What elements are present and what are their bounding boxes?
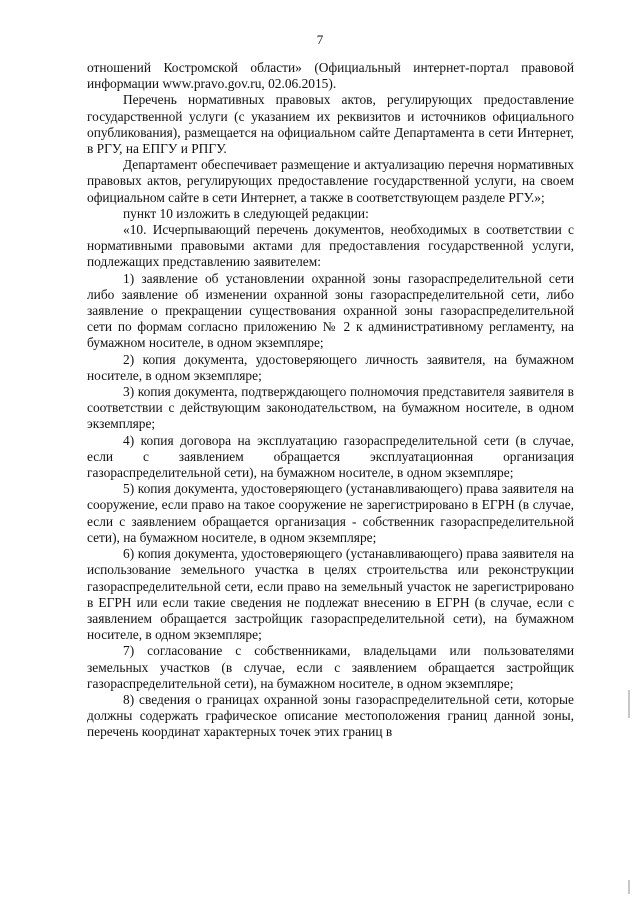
- document-body: [87, 60, 574, 741]
- paragraph-normative-list: Перечень нормативных правовых актов, регулирующих предоставление государственной услуги (с указанием их реквизитов и источников официального опубликования), размещается на официальном сайте Департамента в сети Интернет, в РГУ, на ЕПГУ и РПГУ.: [87, 92, 574, 157]
- list-item-3: 3) копия документа, подтверждающего полномочия представителя заявителя в соответствии с действующим законодательством, на бумажном носителе, в одном экземпляре;: [87, 384, 574, 432]
- page-number: 7: [316, 32, 324, 47]
- paragraph-item-10: «10. Исчерпывающий перечень документов, необходимых в соответствии с нормативными правовыми актами для предоставления государственной услуги, подлежащих представлению заявителем:: [87, 222, 574, 270]
- list-item-7: 7) согласование с собственниками, владельцами или пользователями земельных участков (в случае, если с заявлением обращается застройщик газораспределительной сети), на бумажном носителе, в одном экземпляре;: [87, 643, 574, 691]
- scan-margin-mark: [628, 690, 630, 718]
- list-item-4: 4) копия договора на эксплуатацию газораспределительной сети (в случае, если с заявлением обращается эксплуатационная организация газораспределительной сети), на бумажном носителе, в одном экземпляре;: [87, 432, 574, 481]
- scan-margin-mark: [628, 880, 630, 894]
- list-item-2: 2) копия документа, удостоверяющего личность заявителя, на бумажном носителе, в одном экземпляре;: [87, 351, 574, 383]
- list-item-6: 6) копия документа, удостоверяющего (устанавливающего) права заявителя на использование земельного участка в целях строительства или реконструкции газораспределительной сети, если право на земельный участок не зарегистрировано в ЕГРН или если такие сведения не подлежат внесению в ЕГРН (в случае, если с заявлением обращается застройщик газораспределительной сети), на бумажном носителе, в одном экземпляре;: [87, 546, 574, 643]
- list-item-8: 8) сведения о границах охранной зоны газораспределительной сети, которые должны содержать графическое описание местоположения границ данной зоны, перечень координат характерных точек этих границ в: [87, 691, 574, 740]
- paragraph-department-duty: Департамент обеспечивает размещение и актуализацию перечня нормативных правовых актов, регулирующих предоставление государственной услуги, на своем официальном сайте в сети Интернет, а также в соответствующем разделе РГУ.»;: [87, 157, 574, 205]
- list-item-1: 1) заявление об установлении охранной зоны газораспределительной сети либо заявление об изменении охранной зоны газораспределительной сети, либо заявление о прекращении существования охранной зоны газораспределительной сети по формам согласно приложению № 2 к административному регламенту, на бумажном носителе, в одном экземпляре;: [87, 270, 574, 351]
- paragraph-amendment-intro: пункт 10 изложить в следующей редакции:: [123, 205, 369, 221]
- list-item-5: 5) копия документа, удостоверяющего (устанавливающего) права заявителя на сооружение, если право на такое сооружение не зарегистрировано в ЕГРН (в случае, если с заявлением обращается организация - собственник газораспределительной сети), на бумажном носителе, в одном экземпляре;: [87, 481, 574, 545]
- paragraph-continuation: отношений Костромской области» (Официальный интернет-портал правовой информации www.pravo.gov.ru, 02.06.2015).: [87, 60, 574, 92]
